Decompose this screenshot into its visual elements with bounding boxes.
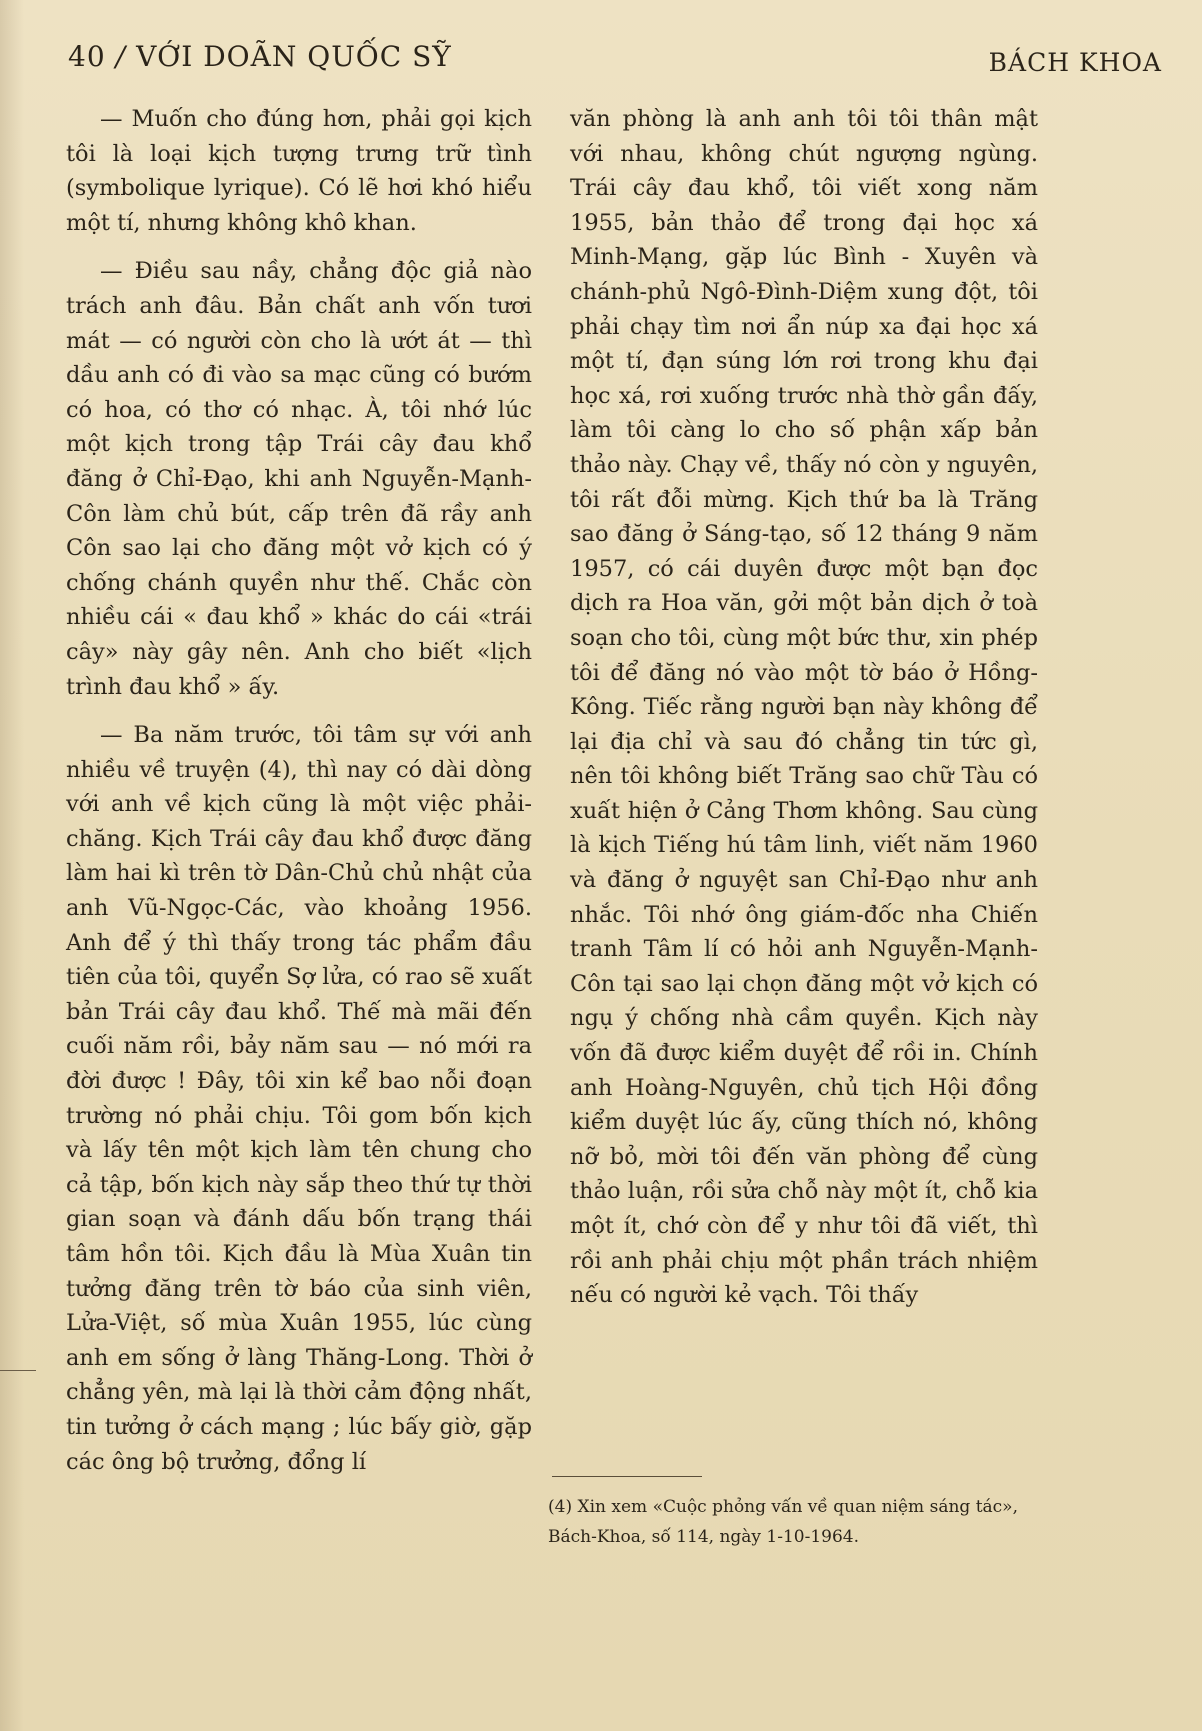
running-title: VỚI DOÃN QUỐC SỸ [136, 40, 452, 73]
left-column [66, 102, 532, 1479]
page-number: 40 [68, 40, 106, 73]
paragraph: — Điều sau nầy, chẳng độc giả nào trách anh đâu. Bản chất anh vốn tươi mát — có người còn cho là ướt át — thì dầu anh có đi vào sa mạc cũng có bướm có hoa, có thơ có nhạc. À, tôi nhớ lúc một kịch trong tập Trái cây đau khổ đăng ở Chỉ-Đạo, khi anh Nguyễn-Mạnh-Côn làm chủ bút, cấp trên đã rầy anh Côn sao lại cho đăng một vở kịch có ý chống chánh quyền như thế. Chắc còn nhiều cái « đau khổ » khác do cái «trái cây» này gây nên. Anh cho biết «lịch trình đau khổ » ấy. [66, 258, 532, 700]
footnote: (4) Xin xem «Cuộc phỏng vấn về quan niệm sáng tác», Bách-Khoa, số 114, ngày 1-10-1964. [548, 1497, 1018, 1547]
paragraph: — Ba năm trước, tôi tâm sự với anh nhiều về truyện (4), thì nay có dài dòng với anh về kịch cũng là một việc phải-chăng. Kịch Trái cây đau khổ được đăng làm hai kì trên tờ Dân-Chủ chủ nhật của anh Vũ-Ngọc-Các, vào khoảng 1956. Anh để ý thì thấy trong tác phẩm đầu tiên của tôi, quyển Sợ lửa, có rao sẽ xuất bản Trái cây đau khổ. Thế mà mãi đến cuối năm rồi, bảy năm sau — nó mới ra đời được ! Đây, tôi xin kể bao nỗi đoạn trường nó phải chịu. Tôi gom bốn kịch và lấy tên một kịch làm tên chung cho cả tập, bốn kịch này sắp theo thứ tự thời gian soạn và đánh dấu bốn trạng thái tâm hồn tôi. Kịch đầu là Mùa Xuân tin tưởng đăng trên tờ báo của sinh viên, Lửa-Việt, số mùa Xuân 1955, lúc cùng anh em sống ở làng Thăng-Long. Thời ở chẳng yên, mà lại là thời cảm động nhất, tin tưởng ở cách mạng ; lúc bấy giờ, gặp các ông bộ trưởng, đổng lí [66, 722, 532, 1475]
paragraph: văn phòng là anh anh tôi tôi thân mật với nhau, không chút ngượng ngùng. Trái cây đau khổ, tôi viết xong năm 1955, bản thảo để trong đại học xá Minh-Mạng, gặp lúc Bình - Xuyên và chánh-phủ Ngô-Đình-Diệm xung đột, tôi phải chạy tìm nơi ẩn núp xa đại học xá một tí, đạn súng lớn rơi trong khu đại học xá, rơi xuống trước nhà thờ gần đấy, làm tôi càng lo cho số phận xấp bản thảo này. Chạy về, thấy nó còn y nguyên, tôi rất đỗi mừng. Kịch thứ ba là Trăng sao đăng ở Sáng-tạo, số 12 tháng 9 năm 1957, có cái duyên được một bạn đọc dịch ra Hoa văn, gởi một bản dịch ở toà soạn cho tôi, cùng một bức thư, xin phép tôi để đăng nó vào một tờ báo ở Hồng-Kông. Tiếc rằng người bạn này không để lại địa chỉ và sau đó chẳng tin tức gì, nên tôi không biết Trăng sao chữ Tàu có xuất hiện ở Cảng Thơm không. Sau cùng là kịch Tiếng hú tâm linh, viết năm 1960 và đăng ở nguyệt san Chỉ-Đạo như anh nhắc. Tôi nhớ ông giám-đốc nha Chiến tranh Tâm lí có hỏi anh Nguyễn-Mạnh-Côn tại sao lại chọn đăng một vở kịch có ngụ ý chống nhà cầm quyền. Kịch này vốn đã được kiểm duyệt để rồi in. Chính anh Hoàng-Nguyên, chủ tịch Hội đồng kiểm duyệt lúc ấy, cũng thích nó, không nỡ bỏ, mời tôi đến văn phòng để cùng thảo luận, rồi sửa chỗ này một ít, chỗ kia một ít, chớ còn để y như tôi đã viết, thì rồi anh phải chịu một phần trách nhiệm nếu có người kẻ vạch. Tôi thấy [570, 106, 1038, 1309]
header-left [68, 40, 452, 73]
paragraph: — Muốn cho đúng hơn, phải gọi kịch tôi là loại kịch tượng trưng trữ tình (symbolique lyrique). Có lẽ hơi khó hiểu một tí, nhưng không khô khan. [66, 106, 532, 236]
footnote-divider [552, 1476, 702, 1477]
page-header [68, 40, 1162, 80]
magazine-name: BÁCH KHOA [988, 48, 1162, 77]
margin-mark [0, 1370, 36, 1371]
page-binding-shadow [0, 0, 24, 1731]
header-separator: / [115, 40, 127, 73]
right-column [570, 102, 1038, 1313]
